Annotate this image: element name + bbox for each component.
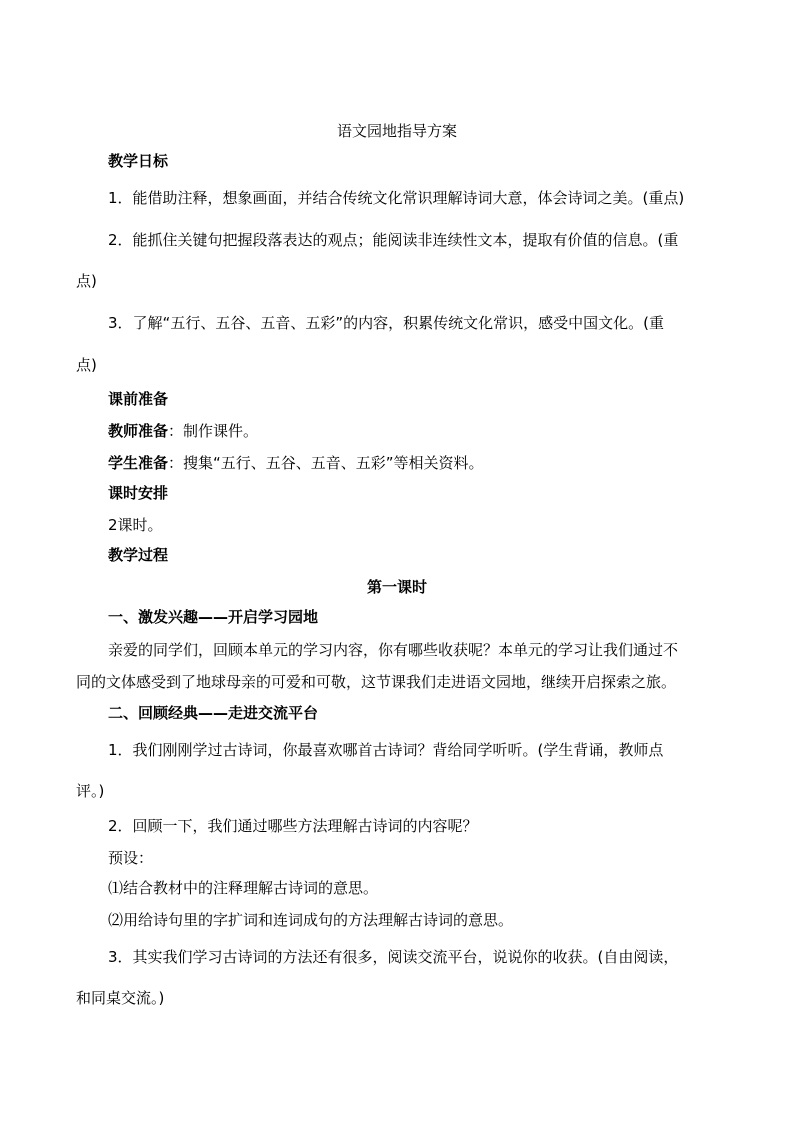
objectives-heading: 教学日标 bbox=[108, 152, 169, 170]
objective-3-line-2: 点) bbox=[76, 356, 97, 374]
item-2: 2．回顾一下，我们通过哪些方法理解古诗词的内容呢？ bbox=[108, 817, 478, 835]
item-1-line-2: 评。) bbox=[76, 782, 105, 800]
section-1-line-2: 同的文体感受到了地球母亲的可爱和可敬，这节课我们走进语文园地，继续开启探索之旅。 bbox=[76, 673, 677, 691]
schedule-text: 2课时。 bbox=[108, 516, 163, 534]
student-preparation bbox=[108, 453, 754, 473]
teacher-preparation-text: ：制作课件。 bbox=[168, 422, 259, 440]
schedule-heading: 课时安排 bbox=[108, 484, 169, 502]
section-1-line-1: 亲爱的同学们，回顾本单元的学习内容，你有哪些收获呢？本单元的学习让我们通过不 bbox=[108, 641, 679, 659]
student-preparation-text: ：搜集“五行、五谷、五音、五彩”等相关资料。 bbox=[168, 454, 484, 472]
preset-item-1: ⑴结合教材中的注释理解古诗词的意思。 bbox=[108, 879, 379, 897]
teacher-preparation-label: 教师准备 bbox=[108, 422, 169, 440]
section-1-heading: 一、激发兴趣——开启学习园地 bbox=[108, 608, 319, 626]
preset-label: 预设： bbox=[108, 849, 154, 867]
process-heading: 教学过程 bbox=[108, 546, 169, 564]
item-3-line-2: 和同桌交流。) bbox=[76, 989, 165, 1007]
objective-1: 1．能借助注释，想象画面，并结合传统文化常识理解诗词大意，体会诗词之美。(重点) bbox=[108, 189, 685, 207]
student-preparation-label: 学生准备 bbox=[108, 454, 169, 472]
objective-2-line-2: 点) bbox=[76, 272, 97, 290]
teacher-preparation bbox=[108, 421, 754, 441]
objective-3-line-1: 3．了解“五行、五谷、五音、五彩”的内容，积累传统文化常识，感受中国文化。(重 bbox=[108, 314, 664, 332]
lesson-title: 第一课时 bbox=[366, 578, 427, 596]
objective-2-line-1: 2．能抓住关键句把握段落表达的观点；能阅读非连续性文本，提取有价值的信息。(重 bbox=[108, 231, 679, 249]
item-1-line-1: 1．我们刚刚学过古诗词，你最喜欢哪首古诗词？背给同学听听。(学生背诵，教师点 bbox=[108, 741, 664, 759]
item-3-line-1: 3．其实我们学习古诗词的方法还有很多，阅读交流平台，说说你的收获。(自由阅读， bbox=[108, 948, 679, 966]
preset-item-2: ⑵用给诗句里的字扩词和连词成句的方法理解古诗词的意思。 bbox=[108, 911, 514, 929]
document-title: 语文园地指导方案 bbox=[336, 122, 457, 140]
preparation-heading: 课前准备 bbox=[108, 390, 169, 408]
section-2-heading: 二、回顾经典——走进交流平台 bbox=[108, 704, 319, 722]
